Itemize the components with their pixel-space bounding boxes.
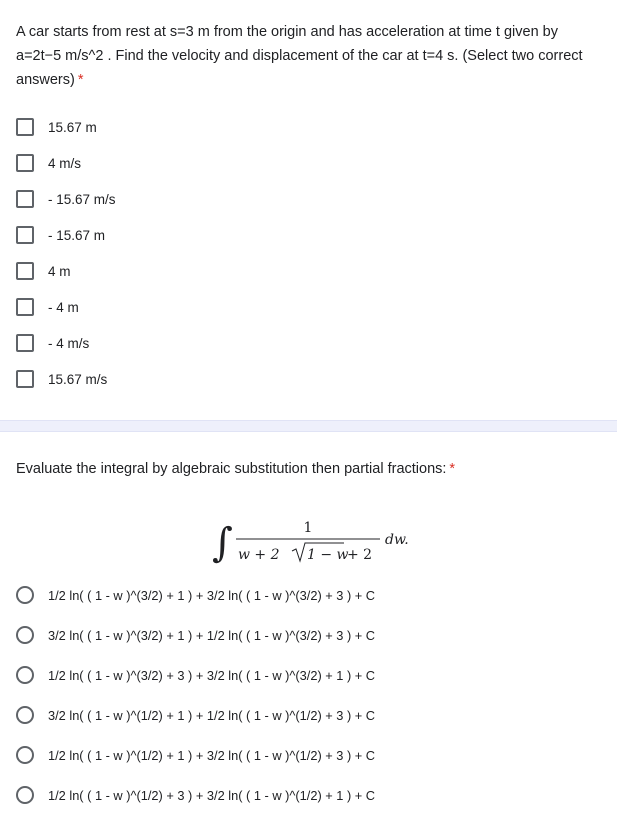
question-1-label: A car starts from rest at s=3 m from the origin and has acceleration at time t given by a=2t−5 m/s^2 . Find the velocity and displacement of the car at t=4 s. (Select two correct answers) bbox=[16, 24, 583, 88]
checkbox-option-7[interactable] bbox=[16, 332, 89, 354]
option-label: 1/2 ln( ( 1 - w )^(3/2) + 1 ) + 3/2 ln( ( 1 - w )^(3/2) + 3 ) + C bbox=[48, 587, 376, 603]
checkbox-option-4[interactable] bbox=[16, 224, 105, 246]
option-label: - 4 m/s bbox=[48, 335, 90, 351]
checkbox[interactable] bbox=[16, 154, 34, 172]
required-asterisk: * bbox=[449, 461, 456, 477]
radio-option-1[interactable] bbox=[16, 584, 375, 606]
radio-button[interactable] bbox=[16, 706, 34, 724]
radio-button[interactable] bbox=[16, 666, 34, 684]
required-asterisk: * bbox=[77, 72, 84, 88]
radio-button[interactable] bbox=[16, 586, 34, 604]
radio-button[interactable] bbox=[16, 746, 34, 764]
option-label: 1/2 ln( ( 1 - w )^(1/2) + 3 ) + 3/2 ln( ( 1 - w )^(1/2) + 1 ) + C bbox=[48, 787, 376, 803]
formula-differential: dw. bbox=[385, 532, 409, 548]
checkbox-option-1[interactable] bbox=[16, 116, 97, 138]
checkbox[interactable] bbox=[16, 298, 34, 316]
radio-option-5[interactable] bbox=[16, 744, 375, 766]
question-1-text bbox=[16, 20, 596, 92]
option-label: 3/2 ln( ( 1 - w )^(1/2) + 1 ) + 1/2 ln( ( 1 - w )^(1/2) + 3 ) + C bbox=[48, 707, 376, 723]
checkbox[interactable] bbox=[16, 226, 34, 244]
formula-numerator: 1 bbox=[303, 520, 313, 536]
checkbox-option-6[interactable] bbox=[16, 296, 79, 318]
checkbox-option-8[interactable] bbox=[16, 368, 107, 390]
question-2-text bbox=[16, 458, 455, 480]
question-2-label: Evaluate the integral by algebraic substitution then partial fractions: bbox=[16, 461, 447, 477]
checkbox[interactable] bbox=[16, 334, 34, 352]
radio-option-3[interactable] bbox=[16, 664, 375, 686]
checkbox[interactable] bbox=[16, 190, 34, 208]
checkbox-option-5[interactable] bbox=[16, 260, 71, 282]
option-label: 1/2 ln( ( 1 - w )^(1/2) + 1 ) + 3/2 ln( ( 1 - w )^(1/2) + 3 ) + C bbox=[48, 747, 376, 763]
radio-option-6[interactable] bbox=[16, 784, 375, 806]
option-label: 15.67 m/s bbox=[48, 371, 108, 387]
checkbox[interactable] bbox=[16, 118, 34, 136]
option-label: 15.67 m bbox=[48, 119, 97, 135]
option-label: 4 m/s bbox=[48, 155, 82, 171]
option-label: - 4 m bbox=[48, 299, 79, 315]
integral-sign: ∫ bbox=[212, 520, 233, 566]
option-label: - 15.67 m bbox=[48, 227, 106, 243]
radio-option-4[interactable] bbox=[16, 704, 375, 726]
option-label: 3/2 ln( ( 1 - w )^(3/2) + 1 ) + 1/2 ln( ( 1 - w )^(3/2) + 3 ) + C bbox=[48, 627, 376, 643]
checkbox-option-3[interactable] bbox=[16, 188, 116, 210]
radio-option-2[interactable] bbox=[16, 624, 375, 646]
question-card-2 bbox=[0, 432, 617, 831]
checkbox-option-2[interactable] bbox=[16, 152, 81, 174]
section-divider bbox=[0, 420, 617, 432]
checkbox[interactable] bbox=[16, 262, 34, 280]
formula-denominator-suffix: + 2 bbox=[347, 547, 373, 563]
option-label: 4 m bbox=[48, 263, 71, 279]
formula-radicand: 1 − w bbox=[307, 547, 349, 563]
radio-button[interactable] bbox=[16, 786, 34, 804]
option-label: - 15.67 m/s bbox=[48, 191, 116, 207]
integral-formula bbox=[200, 504, 440, 574]
checkbox[interactable] bbox=[16, 370, 34, 388]
option-label: 1/2 ln( ( 1 - w )^(3/2) + 3 ) + 3/2 ln( ( 1 - w )^(3/2) + 1 ) + C bbox=[48, 667, 376, 683]
radio-button[interactable] bbox=[16, 626, 34, 644]
formula-denominator-prefix: w + 2 bbox=[238, 547, 280, 563]
